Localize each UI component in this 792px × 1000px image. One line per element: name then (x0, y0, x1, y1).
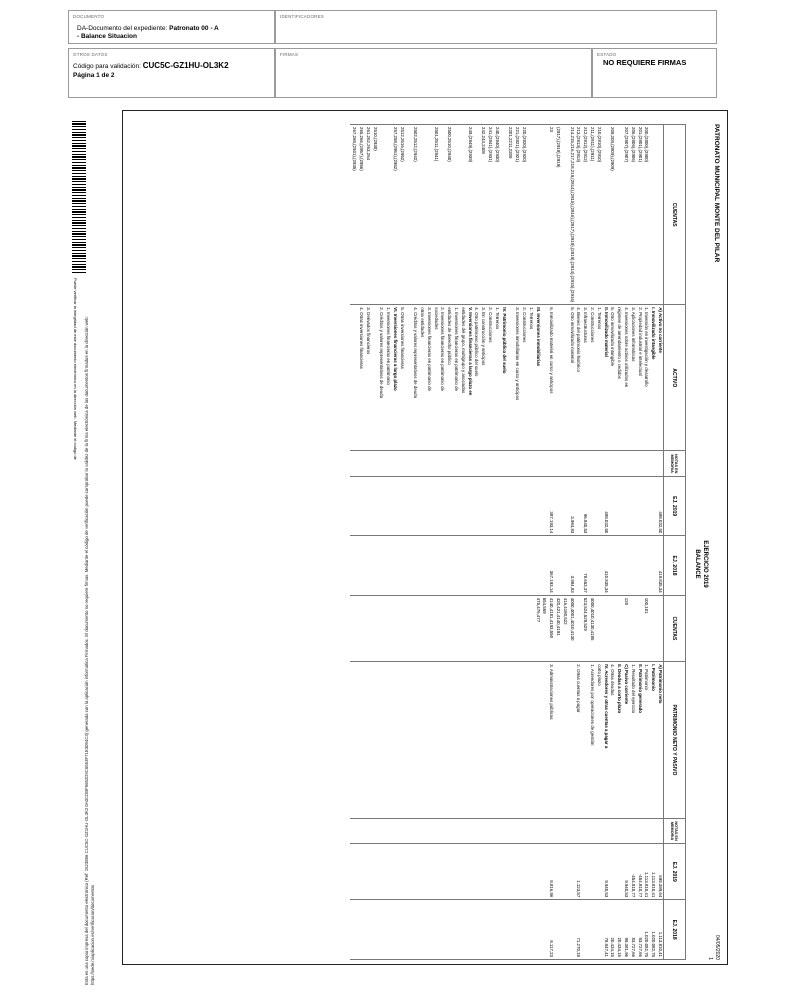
activo-cuentas-col-line (405, 127, 412, 302)
header-ej2019-pasivo: EJ. 2019 (664, 844, 686, 900)
pasivo-conceptos-col-line: IV. Acreedores y otras cuentas a pagar a (603, 664, 609, 749)
activo-cuentas-col-line: 249,(2849),(2939) (467, 127, 473, 163)
activo-2018-col-line: 3.984,83 (569, 575, 575, 593)
barcode-caption: Puede verificar la integridad de este documento electrónico en la dirección web. Mediante el código de (73, 278, 78, 460)
pasivo-2019-col-line (581, 846, 588, 897)
otros-datos-label: OTROS DATOS (73, 52, 108, 57)
pasivo-cuentas-col-line: 4000,4001,4010,4130 (569, 597, 575, 641)
activo-2019-col-line: 387.193,14 (549, 511, 555, 534)
activo-conceptos-col-line: III. Inversiones inmobiliarias (535, 307, 541, 367)
activo-conceptos-col-line: 6. Inmovilizado material en curso y anticipos (549, 307, 555, 394)
pasivo-2019-col-line: 1.113.810,41 (644, 871, 650, 898)
activo-cuentas-col-line: 208,209,(2809),(2909) (610, 127, 616, 171)
pasivo-conceptos-col-line: I. Patrimonio (651, 664, 657, 691)
pasivo-cuentas-col-line (575, 598, 582, 659)
activo-conceptos-col-line: 3. Inversiones inmobiliarias en curso y anticipos (515, 307, 521, 401)
pasivo-conceptos-col-line: corto plazo (596, 664, 602, 686)
activo-2019-col-line (554, 479, 561, 533)
activo-conceptos-col-line: 1. Inversión en investigación y desarrollo (644, 307, 650, 387)
activo-2019-col-line: 488.032,50 (658, 511, 663, 534)
pasivo-2019-col-line: 9.940,53 (624, 880, 630, 898)
activo-2019-col-line (643, 479, 650, 533)
activo-2019-col-line (609, 479, 616, 533)
activo-conceptos-col-line: entidades de derecho público (447, 307, 453, 365)
activo-conceptos-col-line: 5. Otras inversiones financieras (399, 307, 405, 369)
activo-2019-col-line (615, 479, 622, 533)
header-cuentas-activo: CUENTAS (664, 125, 686, 305)
activo-cuentas-col-line: 242,243,2408 (481, 127, 487, 154)
pasivo-conceptos-col-line: 3. Administraciones públicas (549, 664, 555, 720)
activo-cuentas-col-line (527, 127, 534, 302)
activo-conceptos-col-line: 1. Terrenos (494, 307, 500, 330)
activo-conceptos-col-line: sociedades (433, 307, 439, 330)
activo-conceptos-col (350, 305, 663, 451)
pasivo-conceptos-col-line: 1. Resultado del ejercicio (630, 664, 636, 714)
activo-2018-col-line (595, 538, 602, 592)
activo-cuentas-col-line: 212,(2812),(2912) (583, 127, 589, 163)
activo-cuentas-col (350, 125, 663, 305)
activo-2019-col-line (575, 479, 582, 533)
activo-cuentas-col-line: 220,(2820),(2920) (522, 127, 528, 163)
pasivo-cuentas-col-line (656, 598, 663, 659)
activo-conceptos-col-line: 1. Inversiones financieras en patrimonio (386, 307, 392, 385)
pasivo-cuentas-col-line (609, 598, 616, 659)
verification-side-note: Esta es una copia impresa del documento electrónico (Ref: 1523856 CUC5C-GZ1HU-OL3K2 0A0CDBF5652D9C6553F71E3094C3) generada con la aplicación informática Firmadoc. El documento no requiere firmas. Mediante el código de verificación puede comprobar la validez de la firma electrónica de los documentos firmados en la dirección web: https://sede.miaplicacion.es/verificacion/documentos (84, 316, 95, 985)
activo-cuentas-col-line: 261,262,263,264 (365, 127, 371, 160)
pasivo-conceptos-col-line: C) Pasivo corriente (624, 664, 630, 705)
barcode-image (72, 121, 86, 274)
header-ej2019-activo: EJ. 2019 (664, 477, 686, 536)
activo-conceptos-col-line: IV. Patrimonio público del suelo (501, 307, 507, 374)
pasivo-conceptos-col-line: II. Deudas a corto plazo (617, 664, 623, 714)
estado-label: ESTADO (597, 52, 617, 57)
header-patrimonio: PATRIMONIO NETO Y PASIVO (664, 662, 686, 819)
pagina-text: Página 1 de 2 (73, 72, 115, 79)
activo-cuentas-col-line: 267,268,(2931),(2935) (352, 127, 358, 171)
pasivo-2018-col-line: 83.727,66 (630, 937, 636, 957)
activo-2018-col-line (561, 538, 568, 592)
activo-cuentas-col-line (473, 127, 480, 302)
activo-conceptos-col-line: 1. Terrenos (596, 307, 602, 330)
activo-2018-col-line: 367.193,14 (549, 570, 555, 593)
activo-conceptos-col-line: A) Activo no corriente (658, 307, 663, 353)
pasivo-2018-col-line (581, 902, 588, 957)
pasivo-2019-col-line: 699.399,64 (658, 875, 663, 898)
activo-cuentas-col-line (561, 127, 568, 302)
activo-2019-col-line (595, 479, 602, 533)
activo-conceptos-col-line: 2. Construcciones (590, 307, 596, 343)
pasivo-cuentas-col-line: 475,476,477 (535, 597, 541, 623)
activo-conceptos-col-line: 1. Inversiones financieras en patrimonio de (454, 307, 460, 391)
activo-cuentas-col-line (439, 127, 446, 302)
activo-conceptos-col-line: II. Inmovilizado material (603, 307, 609, 357)
pasivo-2019-col-line: -454.810,77 (637, 873, 643, 898)
activo-conceptos-col-line: 3. Aplicaciones informáticas (630, 307, 636, 362)
balance-sheet (130, 124, 720, 960)
activo-2018-col-line: 78.653,37 (583, 573, 589, 593)
firmas-label: FIRMAS (280, 52, 299, 57)
pasivo-2018-col-line (588, 902, 595, 957)
activo-conceptos-col-line: 3. Infraestructuras (583, 307, 589, 343)
doc-ejercicio: EJERCICIO 2019 (702, 540, 708, 588)
activo-cuentas-col-line (378, 127, 385, 302)
activo-cuentas-col-line: 2512,2516,(2952) (399, 127, 405, 162)
activo-cuentas-col-line: 214,215,216,217,218,219,(2814),(2815),(2816),(2817),(2818),(2819),(2914),(2915),(2916) (569, 127, 575, 303)
pasivo-conceptos-col-line (568, 664, 575, 816)
activo-2018-col-line (629, 538, 636, 592)
pasivo-2019-col (350, 844, 663, 900)
activo-conceptos-col-line (541, 307, 548, 448)
activo-conceptos-col-line: 3. Inversiones financieras en patrimonio de (426, 307, 432, 391)
activo-2019-col-line: 96.840,53 (583, 513, 589, 534)
documento-value (77, 25, 219, 41)
pasivo-conceptos-col-line: 1. Acreedores por operaciones de gestión (590, 664, 596, 746)
pasivo-cuentas-col-line (602, 598, 609, 659)
codigo-value: CUC5C-GZ1HU-OL3K2 (142, 61, 229, 70)
pasivo-cuentas-col-line: 4140,4181,4193,550 (549, 597, 555, 639)
activo-2018-col-line (649, 538, 656, 592)
pasivo-2019-col-line (595, 846, 602, 897)
pasivo-conceptos-col (350, 662, 663, 819)
activo-cuentas-col-line: 210,(2810),(2910) (596, 127, 602, 163)
activo-conceptos-col-line: entidades del grupo, multigrupo y asociadas (460, 307, 466, 394)
pasivo-conceptos-col-line (554, 664, 561, 816)
activo-2018-col-line (554, 538, 561, 592)
pasivo-2018-col-line (554, 902, 561, 957)
activo-conceptos-col-line (554, 307, 561, 448)
activo-2019-col-line: 488.032,50 (603, 511, 609, 534)
activo-notas-col (350, 451, 663, 477)
doc-page-number: 1 (707, 957, 713, 960)
pasivo-2019-col-line (554, 846, 561, 897)
pasivo-cuentas-col-line: 4000,4010,4130,4185 (590, 597, 596, 641)
header-ej2018-pasivo: EJ. 2018 (664, 900, 686, 960)
activo-conceptos-col-line (561, 307, 568, 448)
pasivo-conceptos-col-line (561, 664, 568, 816)
activo-conceptos-col-line: 4. Créditos y valores representativos de deuda (413, 307, 419, 399)
pasivo-notas-col (350, 818, 663, 844)
activo-cuentas-col-line: 206,(2806),(2906) (630, 127, 636, 163)
pasivo-cuentas-col (350, 595, 663, 661)
activo-conceptos-col-line: 3. Derivados financieros (365, 307, 371, 355)
codigo-validacion (73, 62, 229, 71)
activo-conceptos-col-line: 5. Otro inmovilizado material (569, 307, 575, 363)
activo-2019-col-line (629, 479, 636, 533)
pasivo-2018-col-line: 99.381,96 (624, 937, 630, 957)
activo-cuentas-col-line (615, 127, 622, 302)
activo-conceptos-col-line: 2. Créditos y valores representativos de deuda (379, 307, 385, 399)
activo-2018-col-line (622, 538, 629, 592)
balance-table (350, 124, 686, 960)
activo-conceptos-col-line (507, 307, 514, 448)
activo-cuentas-col-line: 201,(2801),(2901) (637, 127, 643, 163)
activo-conceptos-col-line: VI. Inversiones financieras a largo plazo (392, 307, 398, 391)
firmas-box (275, 48, 592, 98)
activo-cuentas-col-line: 2501,2511,(2941) (433, 127, 439, 162)
activo-2019-col-line (649, 479, 656, 533)
doc-date: 04/05/2020 (714, 934, 720, 960)
activo-conceptos-col-line: I. Inmovilizado intangible (651, 307, 657, 360)
pasivo-2018-col-line: 1.020.082,75 (651, 931, 657, 957)
activo-cuentas-col-line: 2500,2510,(2940) (447, 127, 453, 162)
documento-bold: Patronato 00 - A (169, 25, 219, 32)
activo-cuentas-col-line (384, 127, 391, 302)
header-notas-pasivo: NOTAS EN MEMORIA (664, 818, 686, 844)
pasivo-2019-col-line (588, 846, 595, 897)
pasivo-conceptos-col-line: II. Patrimonio generado (637, 664, 643, 713)
activo-conceptos-col-line: 2. Construcciones (522, 307, 528, 343)
pasivo-2019-col-line (609, 846, 616, 897)
pasivo-2019-col-line (568, 846, 575, 897)
activo-2018-col-line: 419.835,34 (658, 570, 663, 593)
activo-cuentas-col-line (541, 127, 548, 302)
activo-conceptos-col-line: 4. Otro patrimonio público del suelo (474, 307, 480, 377)
codigo-prefix: Código para validación: (73, 63, 143, 70)
activo-2019-col-line (636, 479, 643, 533)
pasivo-2019-col-line: 9.940,53 (603, 880, 609, 898)
pasivo-conceptos-col-line (581, 664, 588, 816)
doc-title: PATRONATO MUNICIPAL MONTE DEL PILAR (713, 124, 720, 263)
activo-cuentas-col-line (500, 127, 507, 302)
pasivo-2018-col (350, 900, 663, 960)
activo-cuentas-col-line (425, 127, 432, 302)
pasivo-2018-col-line: 20.434,15 (610, 937, 616, 957)
activo-2018-col-line (575, 538, 582, 592)
activo-cuentas-col-line (459, 127, 466, 302)
identificadores-label: IDENTIFICADORES (280, 14, 325, 19)
activo-2019-col-line (588, 479, 595, 533)
pasivo-2018-col-line: 1.113.810,41 (658, 931, 663, 957)
pasivo-cuentas-col-line (649, 598, 656, 659)
activo-2019-col-line (561, 479, 568, 533)
header-notas-activo: NOTAS EN MEMORIA (664, 451, 686, 477)
pasivo-2019-col-line (615, 846, 622, 897)
pasivo-2019-col-line: -454.810,77 (630, 873, 636, 898)
activo-cuentas-col-line: 211,(2811),(2911) (590, 127, 596, 162)
documento-box (68, 10, 275, 44)
documento-label: DOCUMENTO (73, 14, 105, 19)
pasivo-conceptos-col-line: 1. Patrimonio (644, 664, 650, 691)
identificadores-box (275, 10, 717, 44)
documento-line2: - Balance Situacion (77, 33, 137, 40)
pasivo-conceptos-col-line: A) Patrimonio neto (658, 664, 663, 704)
pasivo-cuentas-col-line: 100,101 (644, 597, 650, 614)
doc-balance: BALANCE (694, 549, 700, 579)
pasivo-cuentas-col-line (636, 598, 643, 659)
pasivo-conceptos-col-line: 2. Otras cuentas a pagar (576, 664, 582, 713)
activo-conceptos-col-line: 4. Bienes del patrimonio histórico (576, 307, 582, 372)
activo-2018-col-line (643, 538, 650, 592)
pasivo-2018-col-line: 8.117,23 (549, 940, 555, 957)
header-ej2018-activo: EJ. 2018 (664, 536, 686, 595)
activo-cuentas-col-line: 200,(2800),(2900) (644, 127, 650, 163)
activo-cuentas-col-line: 241,(2841),(2931) (488, 127, 494, 163)
activo-conceptos-col-line: 1. Terrenos (528, 307, 534, 330)
activo-conceptos-col-line: 4. Inversiones sobre activos utilizados en (624, 307, 630, 388)
activo-cuentas-col-line (656, 127, 663, 302)
pasivo-2018-col-line (595, 902, 602, 957)
activo-2018-col (350, 536, 663, 595)
activo-cuentas-col-line (452, 127, 459, 302)
pasivo-2019-col-line: 8.816,96 (549, 880, 555, 898)
activo-2018-col-line: 410.835,34 (603, 570, 609, 593)
activo-2018-col-line (588, 538, 595, 592)
activo-cuentas-col-line: 240,(2840),(2930) (494, 127, 500, 163)
estado-box (592, 48, 717, 98)
pasivo-cuentas-col-line (629, 598, 636, 659)
activo-2018-col-line (615, 538, 622, 592)
activo-conceptos-col-line (405, 307, 412, 448)
pasivo-2018-col-line: 1.020.082,75 (644, 931, 650, 957)
activo-conceptos-col-line: 5. Otro inmovilizado intangible (610, 307, 616, 367)
activo-cuentas-col-line: (2917),(2918),(2919) (556, 127, 562, 168)
activo-cuentas-col-line: 221,(2821),(2921) (515, 127, 521, 163)
pasivo-cuentas-col-line: 416,4180,522 (562, 597, 568, 625)
pasivo-cuentas-col-line: 523,524,528,529 (583, 597, 589, 631)
activo-2019-col-line (622, 479, 629, 533)
activo-conceptos-col-line: 2. Inversiones financieras en patrimonio de (440, 307, 446, 391)
activo-cuentas-col-line (534, 127, 541, 302)
activo-cuentas-col-line: 257,258,(2951),(2952) (392, 127, 398, 171)
pasivo-cuentas-col-line (615, 598, 622, 659)
pasivo-2019-col-line: 1.113.810,41 (651, 871, 657, 898)
activo-conceptos-col-line: otras entidades (420, 307, 426, 338)
activo-cuentas-col-line (602, 127, 609, 302)
activo-cuentas-col-line: 265,266,(2957),(2956) (358, 127, 364, 171)
pasivo-2018-col-line (568, 902, 575, 957)
activo-cuentas-col-line (649, 127, 656, 302)
header-cuentas-pasivo: CUENTAS (664, 595, 686, 661)
activo-cuentas-col-line: 23 (549, 127, 555, 132)
pasivo-cuentas-col-line: 120 (624, 597, 630, 606)
pasivo-2018-col-line: 78.947,41 (603, 937, 609, 957)
activo-conceptos-col-line: 2. Propiedad industrial e intelectual (637, 307, 643, 376)
activo-cuentas-col-line: 2201,2211,2208 (508, 127, 514, 159)
activo-cuentas-col-line (418, 127, 425, 302)
documento-prefix: DA-Documento del expediente: (77, 25, 170, 32)
activo-conceptos-col-line: régimen de arrendamiento o cedidos (617, 307, 623, 379)
pasivo-conceptos-col-line: 4. Otras deudas (610, 664, 616, 696)
pasivo-2018-col-line (561, 902, 568, 957)
pasivo-2019-col-line (561, 846, 568, 897)
header-activo: ACTIVO (664, 305, 686, 451)
pasivo-2018-col-line: 71.270,18 (576, 937, 582, 957)
pasivo-cuentas-col-line: 420,421,4140,4191 (556, 597, 562, 636)
activo-conceptos-col-line: 2. Construcciones (488, 307, 494, 343)
activo-conceptos-col-line (371, 307, 378, 448)
activo-conceptos-col-line: V. Inversiones financieras a largo plazo en (467, 307, 473, 396)
activo-cuentas-col-line: 213,(2813),(2913) (576, 127, 582, 163)
pasivo-2018-col-line: 83.727,66 (637, 937, 643, 957)
activo-conceptos-col-line: 3. En construcción y anticipos (481, 307, 487, 366)
pasivo-2018-col-line: 20.434,15 (617, 937, 623, 957)
activo-conceptos-col-line: 4. Otras inversiones financieras (358, 307, 364, 369)
pasivo-cuentas-col-line (595, 598, 602, 659)
activo-2019-col (350, 477, 663, 536)
pasivo-2019-col-line: 1.123,57 (576, 880, 582, 898)
activo-2018-col-line (609, 538, 616, 592)
activo-2018-col-line (636, 538, 643, 592)
activo-cuentas-col-line: 2502,2512,(2942) (413, 127, 419, 162)
activo-cuentas-col-line: 207,(2807),(2907) (624, 127, 630, 163)
activo-2019-col-line: 3.984,83 (569, 516, 575, 534)
pasivo-cuentas-col-line: 554,559 (542, 597, 548, 614)
estado-value: NO REQUIERE FIRMAS (603, 58, 687, 67)
activo-cuentas-col-line: 2510,(2930) (372, 127, 378, 151)
otros-datos-box (68, 48, 275, 98)
